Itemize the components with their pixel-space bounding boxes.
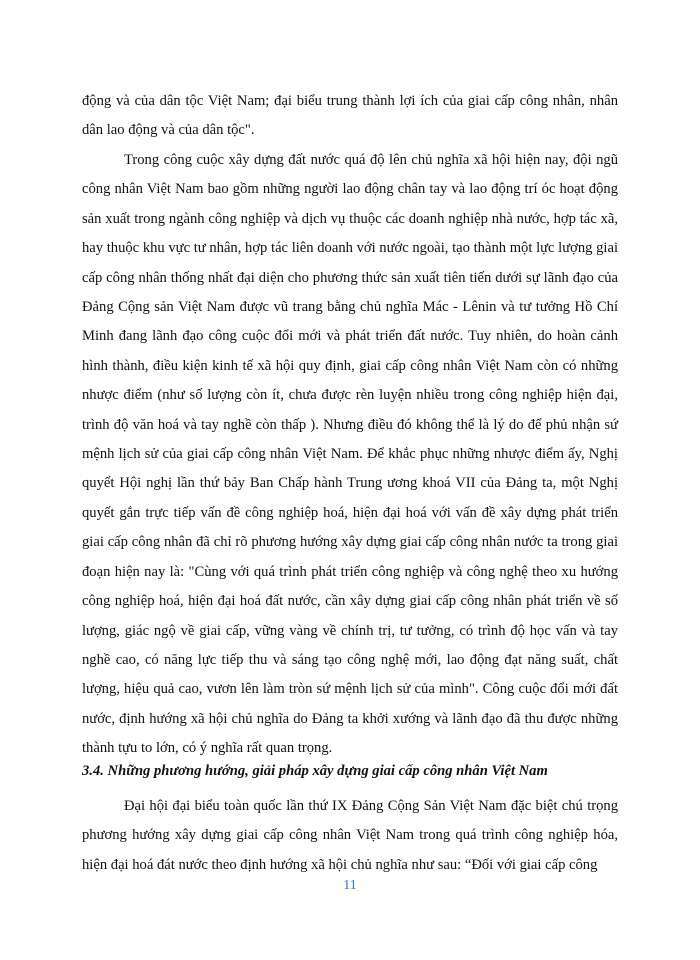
paragraph-main (82, 146, 618, 764)
paragraph-main-text: Trong công cuộc xây dựng đất nước quá độ lên chủ nghĩa xã hội hiện nay, đội ngũ công nhân Việt Nam bao gồm những người lao động chân tay và lao động trí óc hoạt động sản xuất trong ngành công nghiệp và dịch vụ thuộc các doanh nghiệp nhà nước, hợp tác xã, hay thuộc khu vực tư nhân, hợp tác liên doanh với nước ngoài, tạo thành một lực lượng giai cấp công nhân thống nhất đại diện cho phương thức sản xuất tiên tiến dưới sự lãnh đạo của Đảng Cộng sản Việt Nam được vũ trang bằng chủ nghĩa Mác - Lênin và tư tưởng Hồ Chí Minh đang lãnh đạo công cuộc đổi mới và phát triển đất nước. Tuy nhiên, do hoàn cảnh hình thành, điều kiện kinh tế xã hội quy định, giai cấp công nhân Việt Nam còn có những nhược điểm (như số lượng còn ít, chưa được rèn luyện nhiều trong công nghiệp hiện đại, trình độ văn hoá và tay nghề còn thấp ). Nhưng điều đó không thể là lý do để phủ nhận sứ mệnh lịch sử của giai cấp công nhân Việt Nam. Để khắc phục những nhược điểm ấy, Nghị quyết Hội nghị lần thứ bảy Ban Chấp hành Trung ương khoá VII của Đảng ta, một Nghị quyết gắn trực tiếp vấn đề công nghiệp hoá, hiện đại hoá với vấn đề xây dựng phát triển giai cấp công nhân đã chỉ rõ phương hướng xây dựng giai cấp công nhân nước ta trong giai đoạn hiện nay là: "Cùng với quá trình phát triển công nghiệp và công nghệ theo xu hướng công nghiệp hoá, hiện đại hoá đất nước, cần xây dựng giai cấp công nhân phát triển về số lượng, giác ngộ về giai cấp, vững vàng về chính trị, tư tưởng, có trình độ học vấn và tay nghề cao, có năng lực tiếp thu và sáng tạo công nghệ mới, lao động đạt năng suất, chất lượng, hiệu quả cao, vươn lên làm tròn sứ mệnh lịch sử của mình". Công cuộc đổi mới đất nước, định hướng xã hội chủ nghĩa do Đảng ta khởi xướng và lãnh đạo đã thu được những thành tựu to lớn, có ý nghĩa rất quan trọng. (82, 152, 618, 757)
paragraph-section-text: Đại hội đại biểu toàn quốc lần thứ IX Đảng Cộng Sản Việt Nam đặc biệt chú trọng phương hướng xây dựng giai cấp công nhân Việt Nam trong quá trình công nghiệp hóa, hiện đại hoá đát nước theo định hướng xã hội chủ nghĩa như sau: “Đối với giai cấp công (82, 798, 618, 873)
paragraph-continued (82, 87, 618, 146)
paragraph-continued-text: động và của dân tộc Việt Nam; đại biểu trung thành lợi ích của giai cấp công nhân, nhân dân lao động và của dân tộc". (82, 93, 618, 139)
page-number: 11 (343, 878, 357, 893)
paragraph-section (82, 792, 618, 880)
section-heading: 3.4. Những phương hướng, giải pháp xây dựng giai cấp công nhân Việt Nam (82, 763, 548, 779)
